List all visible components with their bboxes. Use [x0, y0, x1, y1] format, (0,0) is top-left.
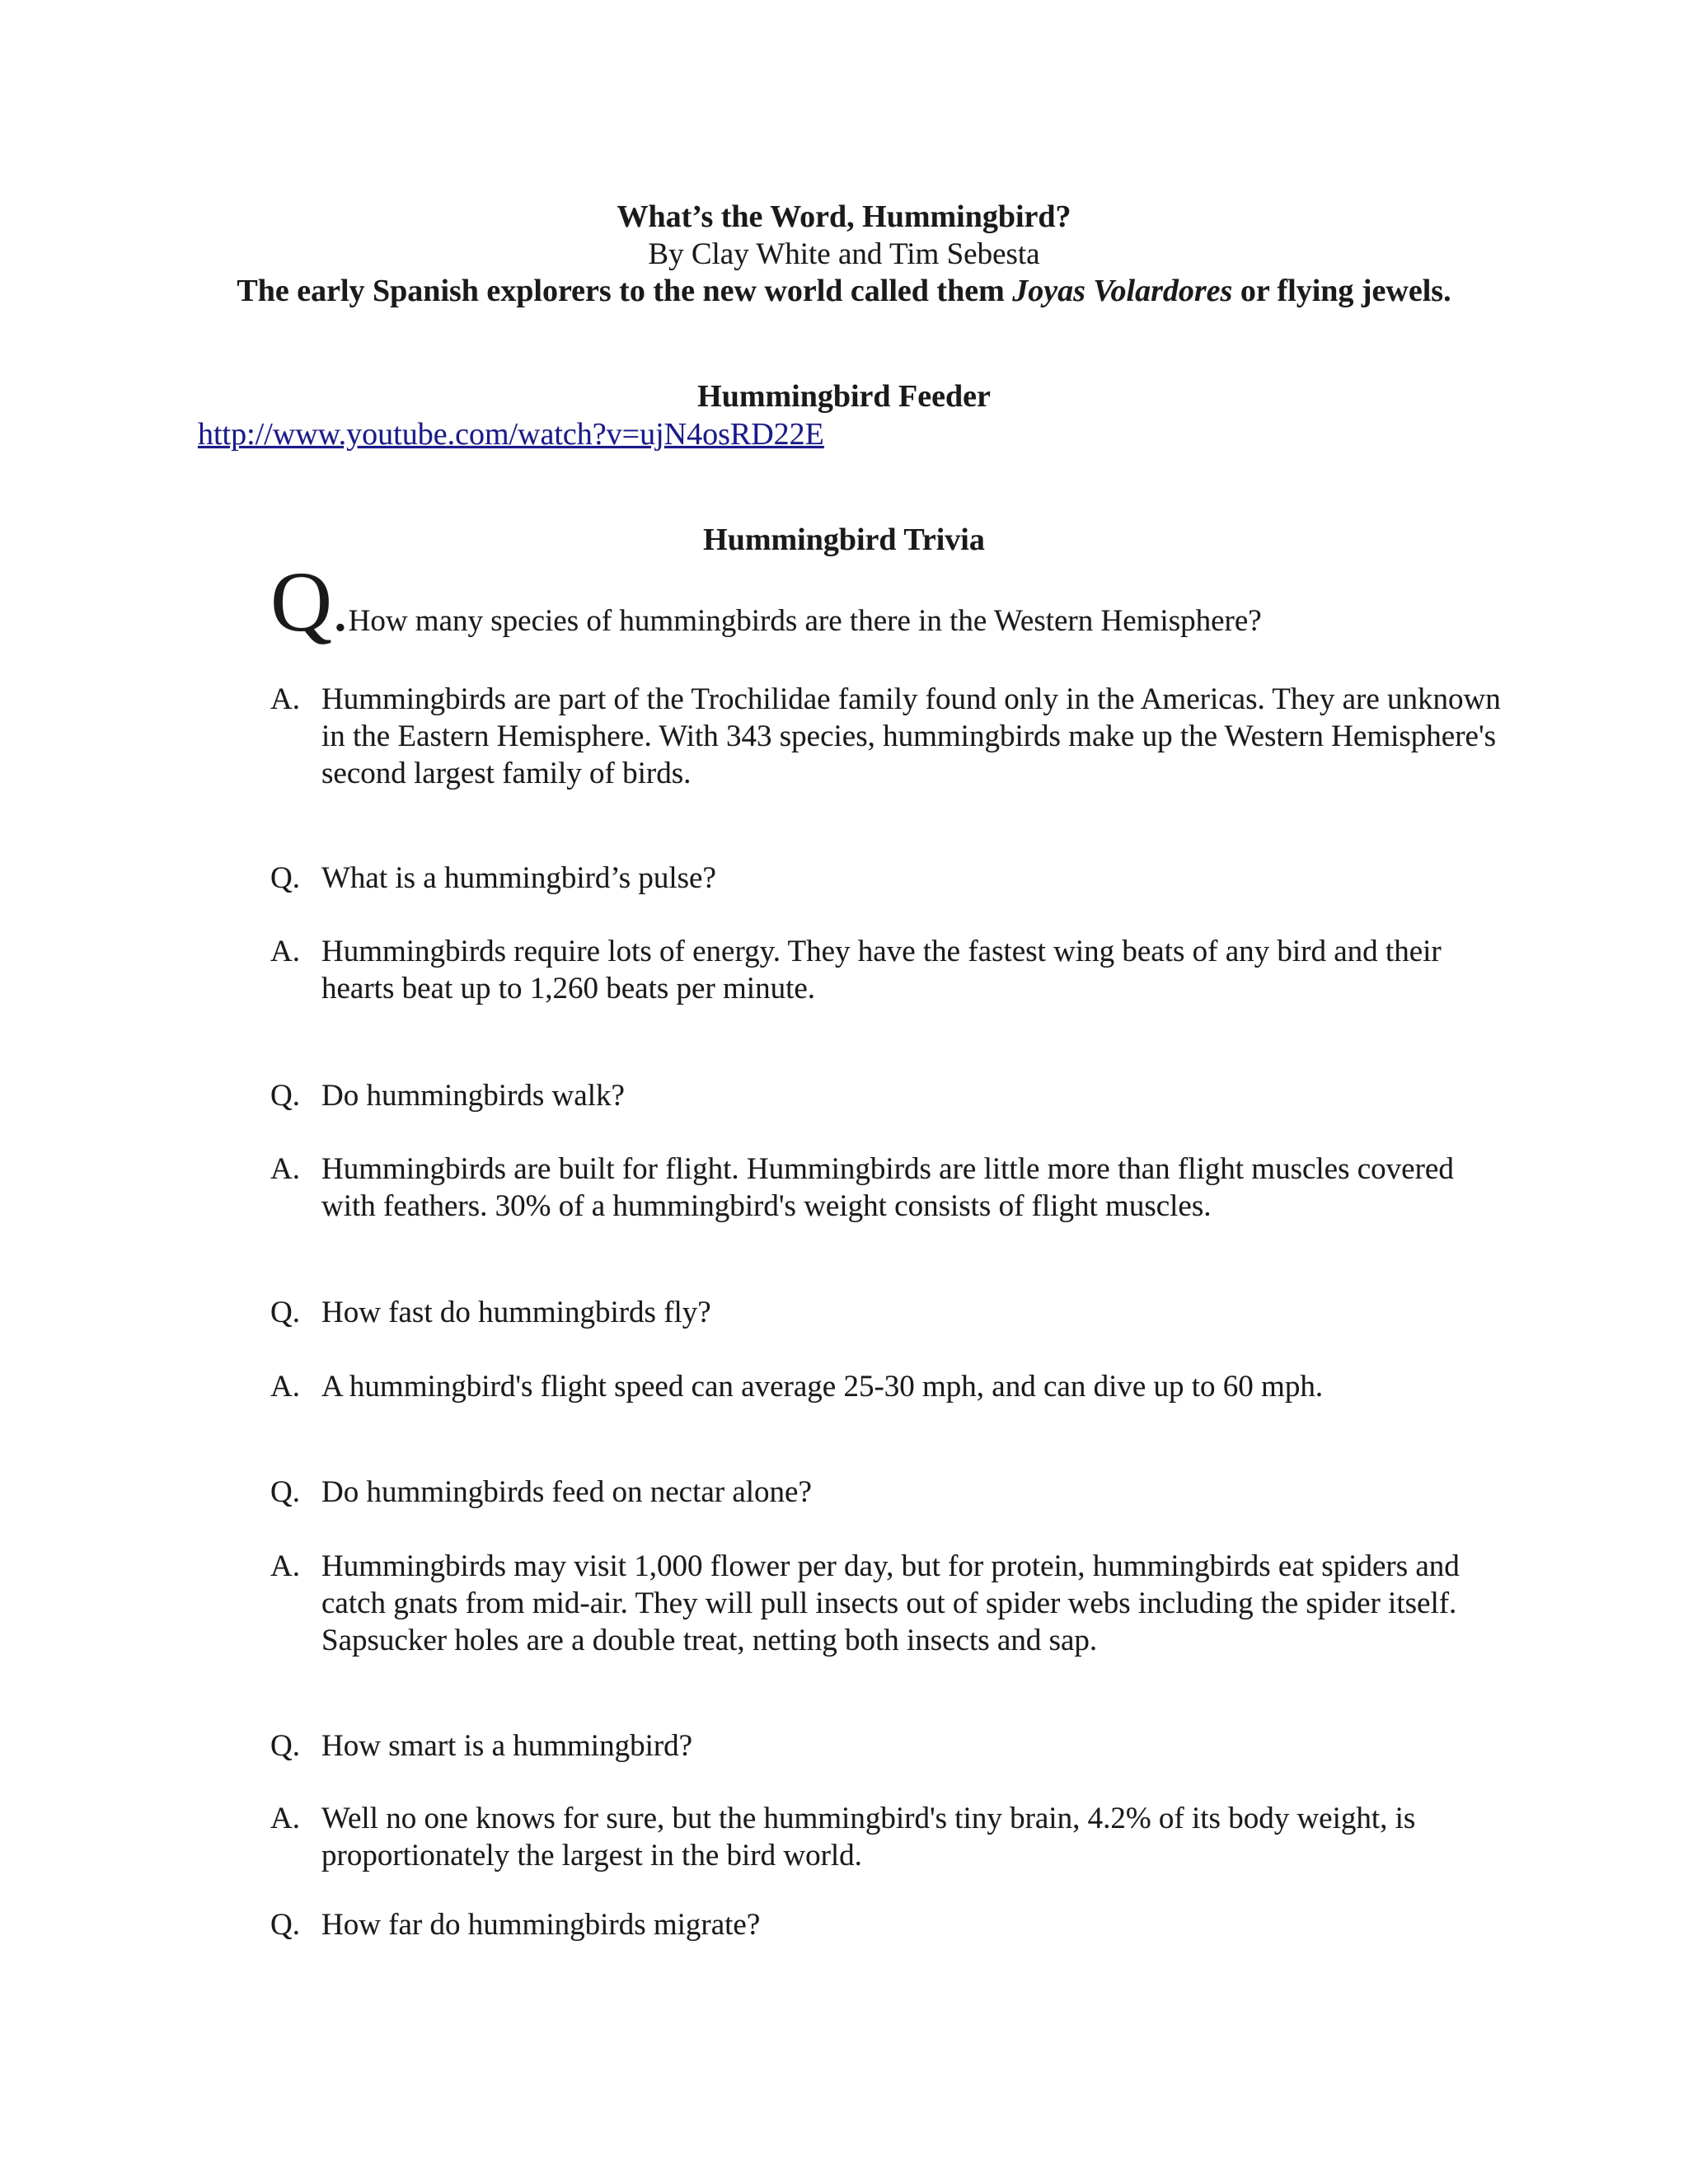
drop-cap-dot: .	[332, 573, 349, 644]
answer-text: Hummingbirds require lots of energy. They have the fastest wing beats of any bird and their hearts beat up to 1,260 beats per minute.	[321, 935, 1442, 1005]
author-byline: By Clay White and Tim Sebesta	[648, 237, 1040, 271]
question-mark: Q.	[270, 1908, 300, 1942]
question-mark: Q.	[270, 1079, 300, 1113]
answer-item	[270, 933, 1507, 1007]
intro-text-before: The early Spanish explorers to the new world called them	[237, 274, 1013, 308]
question-item	[270, 1727, 1507, 1765]
answer-text: A hummingbird's flight speed can average 25-30 mph, and can dive up to 60 mph.	[321, 1370, 1324, 1404]
document-title: What’s the Word, Hummingbird?	[617, 199, 1071, 234]
answer-item	[270, 1800, 1507, 1874]
answer-mark: A.	[270, 935, 300, 968]
question-text: How far do hummingbirds migrate?	[321, 1908, 761, 1942]
question-item	[270, 1474, 1507, 1511]
answer-mark: A.	[270, 682, 300, 716]
intro-italic-phrase: Joyas Volardores	[1012, 274, 1233, 308]
question-text: How fast do hummingbirds fly?	[321, 1296, 711, 1329]
answer-mark: A.	[270, 1802, 300, 1835]
answer-item	[270, 1151, 1507, 1225]
answer-text: Hummingbirds may visit 1,000 flower per day, but for protein, hummingbirds eat spiders and catch gnats from mid-air. They will pull insects out of spider webs including the spider itself. Sapsucker holes are a double treat, netting both insects and sap.	[321, 1549, 1460, 1657]
question-item	[270, 1294, 1507, 1331]
answer-mark: A.	[270, 1370, 300, 1404]
question-item	[270, 1077, 1507, 1114]
drop-cap-q: Q	[270, 555, 333, 649]
first-question-text: How many species of hummingbirds are there in the Western Hemisphere?	[348, 604, 1262, 638]
youtube-video-link[interactable]: http://www.youtube.com/watch?v=ujN4osRD22E	[198, 417, 824, 452]
question-mark: Q.	[270, 1475, 300, 1509]
intro-sentence	[0, 270, 1688, 312]
answer-item	[270, 1368, 1507, 1405]
answer-text: Hummingbirds are part of the Trochilidae family found only in the Americas. They are unknown in the Eastern Hemisphere. With 343 species, hummingbirds make up the Western Hemisphere's second largest family of birds.	[321, 682, 1501, 790]
trivia-heading: Hummingbird Trivia	[703, 523, 985, 557]
question-mark: Q.	[270, 1296, 300, 1329]
question-text: Do hummingbirds feed on nectar alone?	[321, 1475, 812, 1509]
question-mark: Q.	[270, 861, 300, 895]
answer-item	[270, 681, 1507, 792]
answer-mark: A.	[270, 1152, 300, 1186]
question-text: How smart is a hummingbird?	[321, 1729, 693, 1763]
answer-text: Hummingbirds are built for flight. Hummingbirds are little more than flight muscles covered with feathers. 30% of a hummingbird's weight consists of flight muscles.	[321, 1152, 1454, 1223]
question-mark: Q.	[270, 1729, 300, 1763]
question-item	[270, 860, 1507, 897]
answer-mark: A.	[270, 1549, 300, 1583]
first-question	[270, 557, 1262, 654]
answer-text: Well no one knows for sure, but the hummingbird's tiny brain, 4.2% of its body weight, is proportionately the largest in the bird world.	[321, 1802, 1416, 1872]
question-text: Do hummingbirds walk?	[321, 1079, 625, 1113]
feeder-heading: Hummingbird Feeder	[697, 379, 991, 414]
intro-text-after: or flying jewels.	[1232, 274, 1451, 308]
answer-item	[270, 1548, 1507, 1659]
question-text: What is a hummingbird’s pulse?	[321, 861, 716, 895]
question-item	[270, 1906, 1507, 1943]
